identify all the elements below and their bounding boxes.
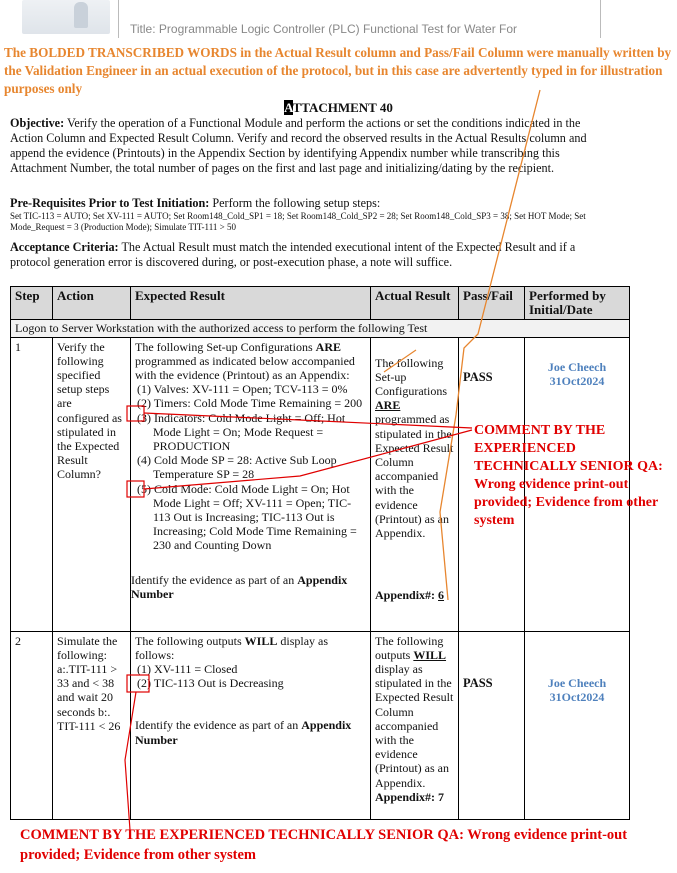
row2-exp-footer-bold: Appendix Number [135,718,352,747]
row2-pass: PASS [463,675,493,690]
row2-exp-intro-rest: display as follows: [135,633,329,662]
header-action: Action [53,287,131,320]
row1-pass: PASS [463,369,493,384]
objective-text: Verify the operation of a Functional Module and perform the actions or set the conditions indicated in the Action Column and Expected Result Column. Verify and record the observed results in the Actual Results column and append the evidence (Printouts) in the Appendix Section by identifying Appendix number while transcribing this Attachment Number, the total number of pages on the first and last page and initializing/dating by the recipient. [10,116,587,175]
header-performed-by: Performed by Initial/Date [525,287,630,320]
row2-step: 2 [11,631,53,819]
row1-item-3: (3) Indicators: Cold Mode Light = Off; Hot Mode Light = On; Mode Request = PRODUCTION [137,410,346,454]
red-box-row2-item-2 [127,675,149,692]
acceptance-text: The Actual Result must match the intended executional intent of the Expected Result and if a protocol generation error is discovered during, or post-execution phase, a note will suffice. [10,240,576,269]
red-callout-line-2 [144,430,472,489]
red-callout-line-1 [144,413,472,428]
attachment-rest: TTACHMENT 40 [292,100,393,115]
prereq-text: Perform the following setup steps: [209,196,381,210]
row1-act-intro: The following Set-up Configurations [375,355,447,399]
row1-exp-intro: The following Set-up Configurations [135,339,316,354]
row1-item-2: (2) Timers: Cold Mode Time Remaining = 200 [137,396,363,411]
objective-label: Objective: [10,116,65,130]
prereq-steps: Set TIC-113 = AUTO; Set XV-111 = AUTO; Set Room148_Cold_SP1 = 18; Set Room148_Cold_SP2 = 28; Set Room148_Cold_SP3 = 38; Set HOT Mode; Set Mode_Request = 3 (Production Mode); Simulate TIT-111 > 50 [10,211,586,232]
row1-appendix-label: Appendix#: [375,588,439,603]
orange-callout-line [438,90,540,603]
prereq-label: Pre-Requisites Prior to Test Initiation: [10,196,210,210]
row1-act-rest: programmed as stipulated in the Expected Result Column accompanied with the evidence (Printout) as an Appendix. [375,412,454,541]
row1-date: 31Oct2024 [549,373,605,388]
row1-act-bold: ARE [375,398,401,413]
qa-comment-right: COMMENT BY THE EXPERIENCED TECHNICALLY SENIOR QA: Wrong evidence print-out provided; Evidence from other system [474,423,663,528]
row1-performer: Joe Cheech [547,359,607,374]
row2-act-rest: display as stipulated in the Expected Result Column accompanied with the evidence (Printout) as an Appendix. [375,662,454,790]
row2-performer: Joe Cheech [547,675,607,690]
header-actual-result: Actual Result [371,287,459,320]
row1-action: Verify the following specified setup steps are configured as stipulated in the Expected Result Column? [53,337,131,631]
red-callout-line-3 [125,692,136,830]
row1-exp-intro-rest: programmed as indicated below accompanied with the evidence (Printout) as an Appendix: [135,353,355,383]
row2-date: 31Oct2024 [549,689,605,704]
row2-item-2: (2) TIC-113 Out is Decreasing [137,676,284,691]
row2-exp-footer: Identify the evidence as part of an [135,718,302,733]
header-pass-fail: Pass/Fail [459,287,525,320]
orange-disclaimer-note: The BOLDED TRANSCRIBED WORDS in the Actual Result column and Pass/Fail Column were manually written by the Validation Engineer in an actual execution of the protocol, but in this case are advertently typed in for illustration purposes only [4,45,672,96]
row1-item-5: (5) Cold Mode: Cold Mode Light = On; Hot Mode Light = Off; XV-111 = Open; TIC-113 Out is Increasing; TIC-113 Out is Increasing; Cold Mode Time Remaining = 230 and Counting Down [137,481,357,553]
orange-callout-line-short [384,350,416,372]
row2-exp-intro: The following outputs [135,633,245,648]
row2-appendix-label: Appendix#: 7 [375,789,445,804]
qa-comment-bottom: COMMENT BY THE EXPERIENCED TECHNICALLY SENIOR QA: Wrong evidence print-out provided; Evidence from other system [20,827,628,863]
red-box-item-2 [127,406,144,421]
row1-exp-footer-bold: Appendix Number [131,572,348,601]
header-step: Step [11,287,53,320]
row2-item-1: (1) XV-111 = Closed [137,662,238,677]
row1-step: 1 [11,337,53,631]
attachment-first-letter: A [284,100,293,115]
red-box-item-4 [127,481,144,497]
row2-exp-intro-bold: WILL [244,633,278,648]
row1-exp-intro-bold: ARE [315,339,341,354]
row2-act-intro: The following outputs [375,633,444,662]
row1-appendix-number: 6 [438,588,445,603]
logon-text: Logon to Server Workstation with the authorized access to perform the following Test [11,320,630,337]
document-title: Title: Programmable Logic Controller (PLC) Functional Test for Water For [130,22,518,36]
acceptance-label: Acceptance Criteria: [10,240,119,254]
row1-exp-footer: Identify the evidence as part of an [131,572,298,587]
row1-item-4: (4) Cold Mode SP = 28: Active Sub Loop Temperature SP = 28 [137,453,337,482]
header-expected-result: Expected Result [131,287,371,320]
row2-action: Simulate the following: a:.TIT-111 > 33 and < 38 and wait 20 seconds b:. TIT-111 < 26 [53,631,131,819]
row1-item-1: (1) Valves: XV-111 = Open; TCV-113 = 0% [137,382,348,397]
row2-act-bold: WILL [413,647,447,662]
